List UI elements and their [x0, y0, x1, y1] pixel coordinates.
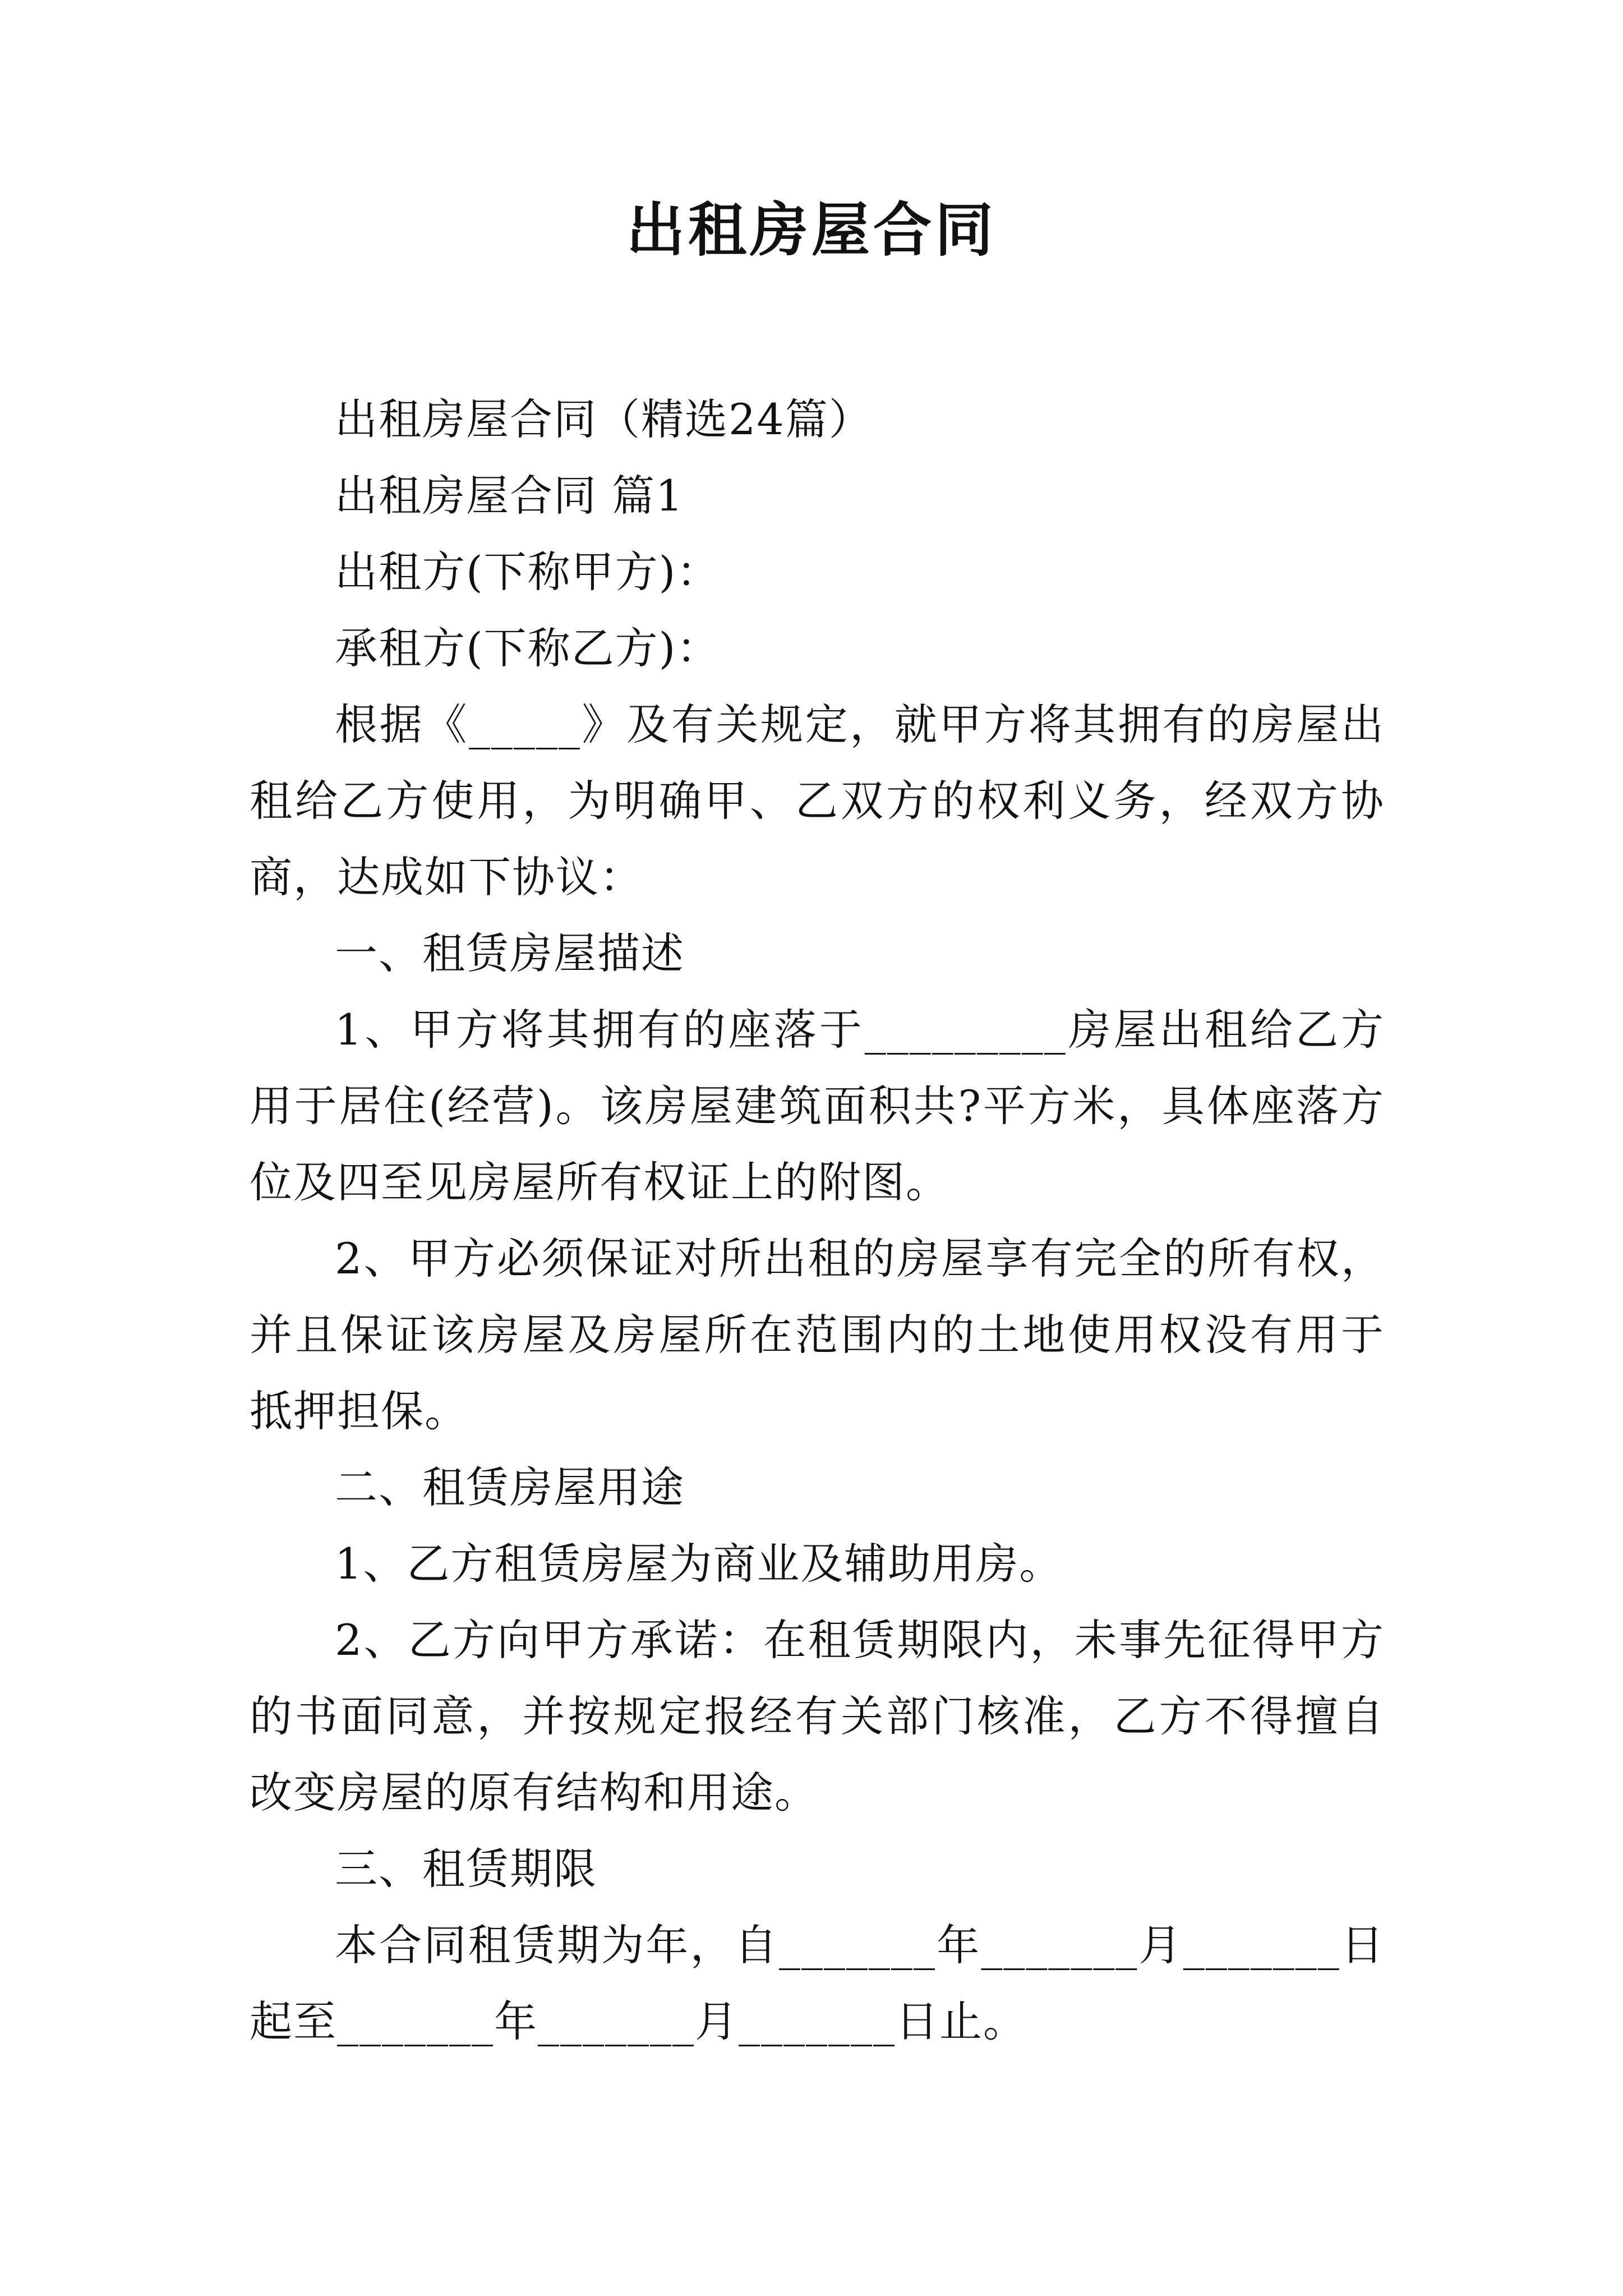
paragraph: 1、甲方将其拥有的座落于_________房屋出租给乙方用于居住(经营)。该房屋建筑面积共?平方米，具体座落方位及四至见房屋所有权证上的附图。 — [250, 1005, 1385, 1207]
document-body — [250, 381, 1385, 2060]
paragraph: 根据《_____》及有关规定，就甲方将其拥有的房屋出租给乙方使用，为明确甲、乙双方的权利义务，经双方协商，达成如下协议： — [250, 700, 1385, 902]
section-heading: 三、租赁期限 — [335, 1844, 597, 1894]
section-heading: 一、租赁房屋描述 — [335, 928, 685, 978]
paragraph: 本合同租赁期为年，自_______年_______月_______日起至_______年_______月_______日止。 — [250, 1920, 1385, 2046]
paragraph: 出租方(下称甲方)： — [335, 547, 721, 597]
paragraph: 1、乙方租赁房屋为商业及辅助用房。 — [335, 1539, 1063, 1589]
paragraph: 出租房屋合同（精选24篇） — [335, 394, 873, 444]
paragraph: 承租方(下称乙方)： — [335, 623, 721, 673]
paragraph: 出租房屋合同 篇1 — [335, 471, 684, 521]
section-heading: 二、租赁房屋用途 — [335, 1462, 685, 1512]
paragraph: 2、乙方向甲方承诺：在租赁期限内，未事先征得甲方的书面同意，并按规定报经有关部门核准，乙方不得擅自改变房屋的原有结构和用途。 — [250, 1615, 1385, 1818]
document-title: 出租房屋合同 — [626, 195, 997, 264]
paragraph: 2、甲方必须保证对所出租的房屋享有完全的所有权，并且保证该房屋及房屋所在范围内的土地使用权没有用于抵押担保。 — [250, 1234, 1385, 1436]
